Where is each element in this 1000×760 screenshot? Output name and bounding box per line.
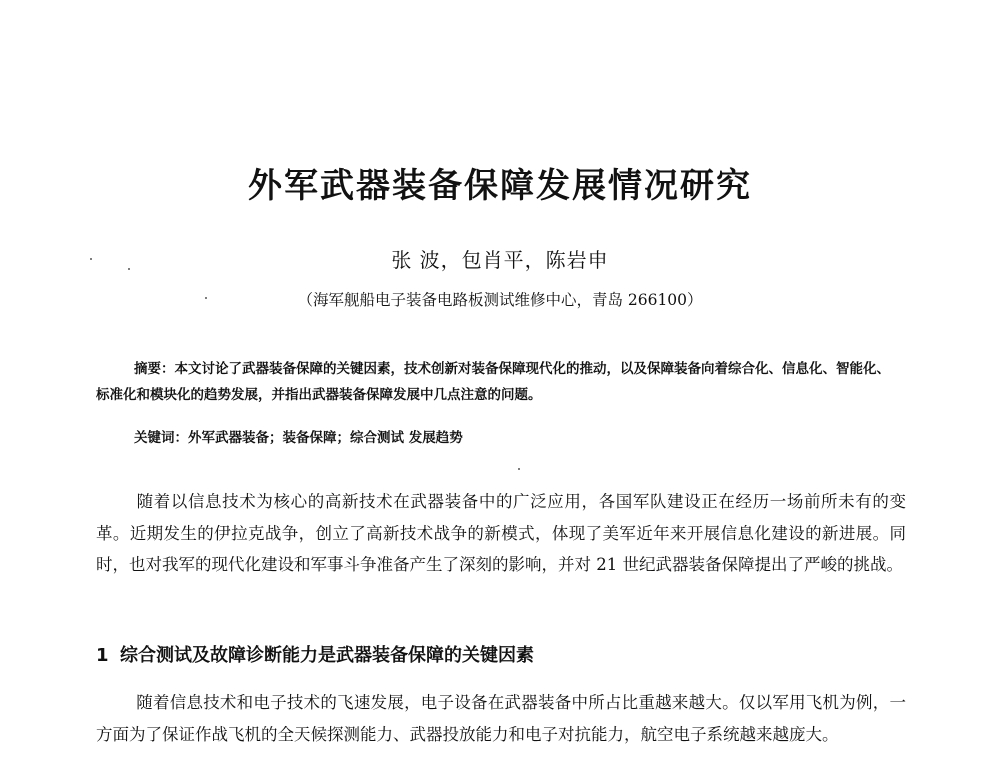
intro-paragraph-text: 随着以信息技术为核心的高新技术在武器装备中的广泛应用，各国军队建设正在经历一场前所未有的变革。近期发生的伊拉克战争，创立了高新技术战争的新模式，体现了美军近年来开展信息化建设的新进展。同时，也对我军的现代化建设和军事斗争准备产生了深刻的影响，并对 21 世纪武器装备保障提出了严峻的挑战。 xyxy=(96,492,906,574)
paper-title: 外军武器装备保障发展情况研究 xyxy=(248,166,752,206)
author-affiliation: （海军舰船电子装备电路板测试维修中心，青岛 266100） xyxy=(297,291,703,309)
section-number: 1 xyxy=(96,645,109,666)
keywords-text: 外军武器装备；装备保障；综合测试 发展趋势 xyxy=(188,430,463,446)
section-heading xyxy=(96,641,906,667)
abstract-label: 摘要： xyxy=(134,361,175,377)
abstract-block xyxy=(96,356,902,408)
author-list: 张 波，包肖平，陈岩申 xyxy=(391,248,609,272)
keywords-block xyxy=(134,426,900,446)
abstract-text: 本文讨论了武器装备保障的关键因素，技术创新对装备保障现代化的推动，以及保障装备向着综合化、信息化、智能化、标准化和模块化的趋势发展，并指出武器装备保障发展中几点注意的问题。 xyxy=(96,361,890,403)
section1-paragraph xyxy=(96,687,906,750)
section1-paragraph-text: 随着信息技术和电子技术的飞速发展，电子设备在武器装备中所占比重越来越大。仅以军用飞机为例，一方面为了保证作战飞机的全天候探测能力、武器投放能力和电子对抗能力，航空电子系统越来越庞大。 xyxy=(96,693,906,744)
keywords-label: 关键词： xyxy=(134,430,188,446)
section-title: 综合测试及故障诊断能力是武器装备保障的关键因素 xyxy=(120,645,534,666)
intro-paragraph xyxy=(96,486,906,581)
scan-speck xyxy=(518,468,520,470)
